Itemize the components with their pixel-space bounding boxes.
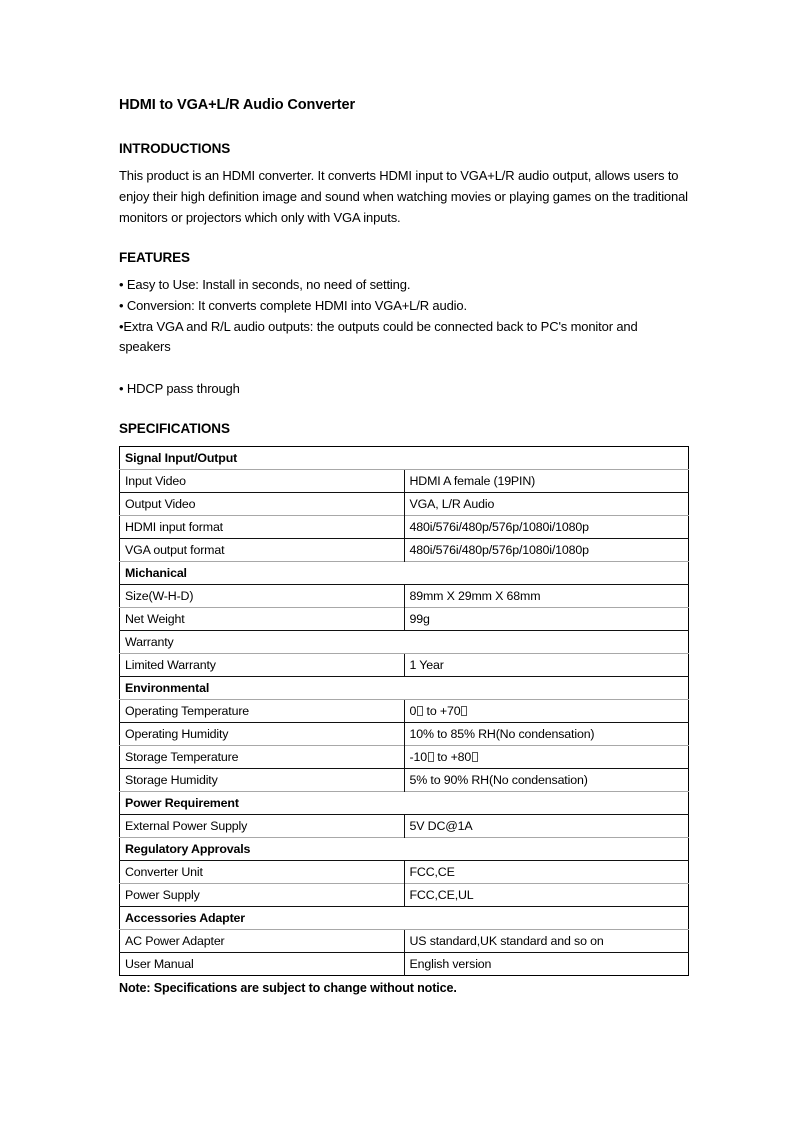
table-group-row bbox=[120, 447, 689, 470]
table-row bbox=[120, 884, 689, 907]
table-cell-value: VGA, L/R Audio bbox=[404, 493, 689, 516]
section-heading-introductions: INTRODUCTIONS bbox=[119, 141, 231, 157]
table-cell-label: Power Requirement bbox=[120, 792, 689, 815]
table-group-row bbox=[120, 838, 689, 861]
table-cell-label: Environmental bbox=[120, 677, 689, 700]
table-row bbox=[120, 493, 689, 516]
table-cell-value: 10% to 85% RH(No condensation) bbox=[404, 723, 689, 746]
introductions-paragraph: This product is an HDMI converter. It converts HDMI input to VGA+L/R audio output, allows users to enjoy their high definition image and sound when watching movies or playing games on the traditional monitors or projectors which only with VGA inputs. bbox=[119, 168, 688, 225]
table-row bbox=[120, 700, 689, 723]
table-cell-label: User Manual bbox=[120, 953, 405, 976]
table-row bbox=[120, 769, 689, 792]
table-group-row bbox=[120, 562, 689, 585]
feature-item-3: •Extra VGA and R/L audio outputs: the outputs could be connected back to PC's monitor and speakers bbox=[119, 318, 638, 355]
table-cell-label: Power Supply bbox=[120, 884, 405, 907]
table-row bbox=[120, 539, 689, 562]
table-row bbox=[120, 723, 689, 746]
table-cell-value: 480i/576i/480p/576p/1080i/1080p bbox=[404, 516, 689, 539]
missing-glyph-icon bbox=[428, 752, 434, 762]
table-cell-label: Output Video bbox=[120, 493, 405, 516]
table-cell-label: Operating Humidity bbox=[120, 723, 405, 746]
table-group-row bbox=[120, 792, 689, 815]
table-row bbox=[120, 746, 689, 769]
table-cell-label: Limited Warranty bbox=[120, 654, 405, 677]
document-content bbox=[119, 97, 689, 1009]
table-cell-value: 5V DC@1A bbox=[404, 815, 689, 838]
missing-glyph-icon bbox=[417, 706, 423, 716]
table-cell-value: -10 to +80 bbox=[404, 746, 689, 769]
feature-item-1: • Easy to Use: Install in seconds, no need of setting. bbox=[119, 277, 411, 293]
feature-item-2: • Conversion: It converts complete HDMI into VGA+L/R audio. bbox=[119, 297, 467, 313]
table-cell-label: HDMI input format bbox=[120, 516, 405, 539]
table-cell-label: VGA output format bbox=[120, 539, 405, 562]
table-row bbox=[120, 930, 689, 953]
missing-glyph-icon bbox=[472, 752, 478, 762]
section-heading-specifications: SPECIFICATIONS bbox=[119, 421, 230, 437]
table-cell-label: Regulatory Approvals bbox=[120, 838, 689, 861]
table-cell-value: 89mm X 29mm X 68mm bbox=[404, 585, 689, 608]
missing-glyph-icon bbox=[461, 706, 467, 716]
table-cell-value: FCC,CE,UL bbox=[404, 884, 689, 907]
table-group-row bbox=[120, 631, 689, 654]
table-cell-label: Net Weight bbox=[120, 608, 405, 631]
table-row bbox=[120, 815, 689, 838]
specifications-spacer bbox=[119, 399, 689, 421]
page-title: HDMI to VGA+L/R Audio Converter bbox=[119, 97, 356, 113]
feature-list-spacer bbox=[119, 358, 689, 379]
table-group-row bbox=[120, 907, 689, 930]
table-row bbox=[120, 516, 689, 539]
table-cell-label: External Power Supply bbox=[120, 815, 405, 838]
table-cell-value: 1 Year bbox=[404, 654, 689, 677]
table-cell-label: Converter Unit bbox=[120, 861, 405, 884]
table-cell-label: Input Video bbox=[120, 470, 405, 493]
specifications-table-body bbox=[120, 447, 689, 976]
table-cell-label: Signal Input/Output bbox=[125, 450, 238, 465]
table-cell-label: Accessories Adapter bbox=[120, 907, 689, 930]
specifications-table bbox=[119, 446, 689, 976]
table-cell-value: 480i/576i/480p/576p/1080i/1080p bbox=[404, 539, 689, 562]
table-cell-value: US standard,UK standard and so on bbox=[404, 930, 689, 953]
specifications-note: Note: Specifications are subject to change without notice. bbox=[119, 981, 457, 996]
table-cell-label: Operating Temperature bbox=[120, 700, 405, 723]
feature-item-4: • HDCP pass through bbox=[119, 380, 240, 396]
table-group-row bbox=[120, 677, 689, 700]
table-cell-value: HDMI A female (19PIN) bbox=[404, 470, 689, 493]
table-row bbox=[120, 608, 689, 631]
table-cell-value: FCC,CE bbox=[404, 861, 689, 884]
section-heading-features: FEATURES bbox=[119, 250, 190, 266]
table-cell-label: Size(W-H-D) bbox=[120, 585, 405, 608]
table-cell-value: 5% to 90% RH(No condensation) bbox=[404, 769, 689, 792]
table-cell-label: Storage Humidity bbox=[120, 769, 405, 792]
table-cell-value: 0 to +70 bbox=[404, 700, 689, 723]
table-row bbox=[120, 861, 689, 884]
table-row bbox=[120, 585, 689, 608]
table-cell-value: 99g bbox=[404, 608, 689, 631]
table-row bbox=[120, 654, 689, 677]
table-cell-label: Warranty bbox=[120, 631, 689, 654]
table-cell-value: English version bbox=[404, 953, 689, 976]
table-cell-label: Michanical bbox=[120, 562, 689, 585]
table-cell-label: AC Power Adapter bbox=[120, 930, 405, 953]
table-row bbox=[120, 953, 689, 976]
table-row bbox=[120, 470, 689, 493]
table-cell-label: Storage Temperature bbox=[120, 746, 405, 769]
